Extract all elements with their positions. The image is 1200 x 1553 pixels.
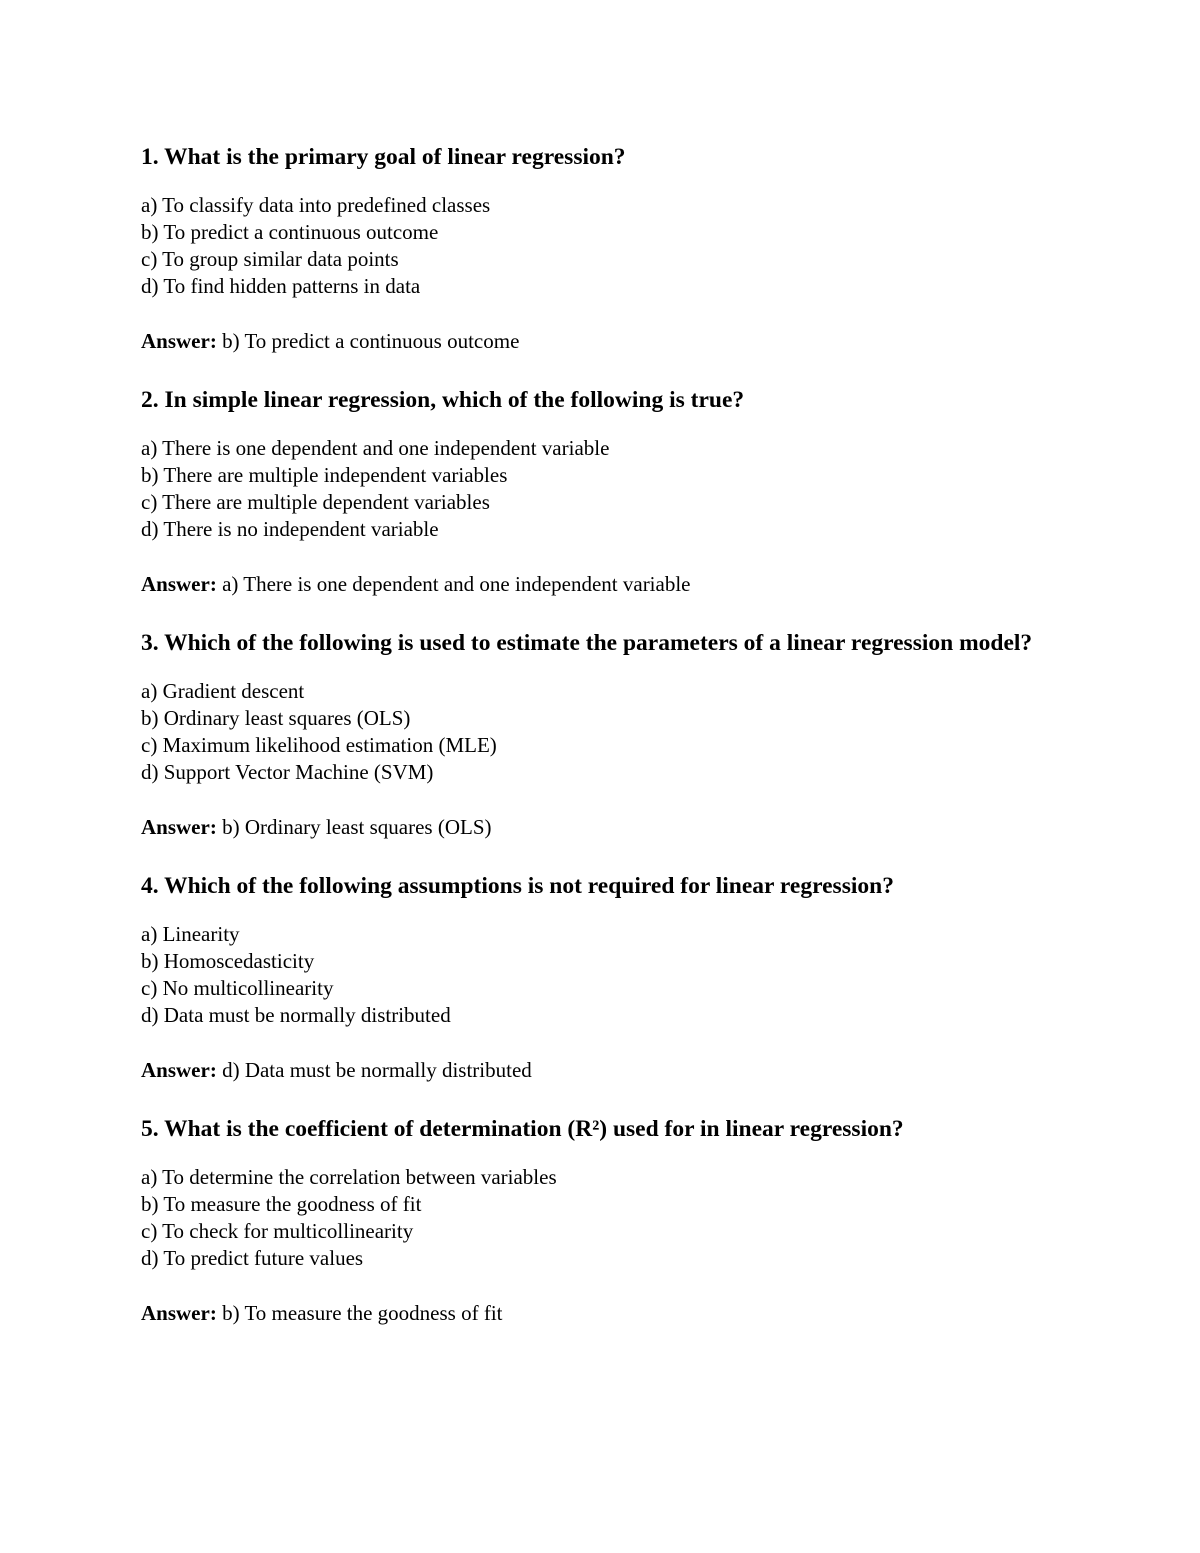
option-d: d) Support Vector Machine (SVM) <box>141 760 434 784</box>
question-title: 1. What is the primary goal of linear regression? <box>141 144 626 170</box>
option-list <box>141 192 1071 300</box>
answer-label: Answer: <box>141 329 217 353</box>
option-a: a) To classify data into predefined classes <box>141 193 491 217</box>
option-c: c) To group similar data points <box>141 247 399 271</box>
answer-line <box>141 1057 1071 1084</box>
answer-line <box>141 328 1071 355</box>
answer-text: d) Data must be normally distributed <box>216 1058 532 1082</box>
question-1 <box>141 141 1071 355</box>
option-a: a) To determine the correlation between variables <box>141 1165 557 1189</box>
answer-label: Answer: <box>141 815 217 839</box>
answer-label: Answer: <box>141 1301 217 1325</box>
question-3 <box>141 627 1071 841</box>
option-c: c) Maximum likelihood estimation (MLE) <box>141 733 497 757</box>
question-title: 5. What is the coefficient of determination (R²) used for in linear regression? <box>141 1116 904 1142</box>
option-c: c) To check for multicollinearity <box>141 1219 414 1243</box>
question-title: 2. In simple linear regression, which of the following is true? <box>141 387 745 413</box>
document-page <box>141 141 1071 1327</box>
answer-label: Answer: <box>141 1058 217 1082</box>
option-b: b) Ordinary least squares (OLS) <box>141 706 411 730</box>
option-d: d) To find hidden patterns in data <box>141 274 421 298</box>
option-list <box>141 1164 1071 1272</box>
question-4 <box>141 870 1071 1084</box>
question-title: 3. Which of the following is used to estimate the parameters of a linear regression model? <box>141 630 1033 656</box>
option-list <box>141 435 1071 543</box>
option-a: a) There is one dependent and one independent variable <box>141 436 610 460</box>
answer-line <box>141 1300 1071 1327</box>
option-c: c) No multicollinearity <box>141 976 334 1000</box>
answer-line <box>141 571 1071 598</box>
question-5 <box>141 1113 1071 1327</box>
option-b: b) To predict a continuous outcome <box>141 220 439 244</box>
option-a: a) Gradient descent <box>141 679 305 703</box>
option-c: c) There are multiple dependent variables <box>141 490 490 514</box>
option-d: d) To predict future values <box>141 1246 364 1270</box>
option-b: b) Homoscedasticity <box>141 949 315 973</box>
option-d: d) Data must be normally distributed <box>141 1003 451 1027</box>
answer-text: b) To measure the goodness of fit <box>216 1301 503 1325</box>
option-list <box>141 921 1071 1029</box>
answer-text: b) To predict a continuous outcome <box>216 329 520 353</box>
option-b: b) To measure the goodness of fit <box>141 1192 422 1216</box>
option-d: d) There is no independent variable <box>141 517 439 541</box>
option-b: b) There are multiple independent variables <box>141 463 508 487</box>
question-title: 4. Which of the following assumptions is not required for linear regression? <box>141 873 894 899</box>
option-a: a) Linearity <box>141 922 240 946</box>
answer-label: Answer: <box>141 572 217 596</box>
answer-text: b) Ordinary least squares (OLS) <box>216 815 492 839</box>
option-list <box>141 678 1071 786</box>
question-2 <box>141 384 1071 598</box>
answer-line <box>141 814 1071 841</box>
answer-text: a) There is one dependent and one independent variable <box>216 572 691 596</box>
